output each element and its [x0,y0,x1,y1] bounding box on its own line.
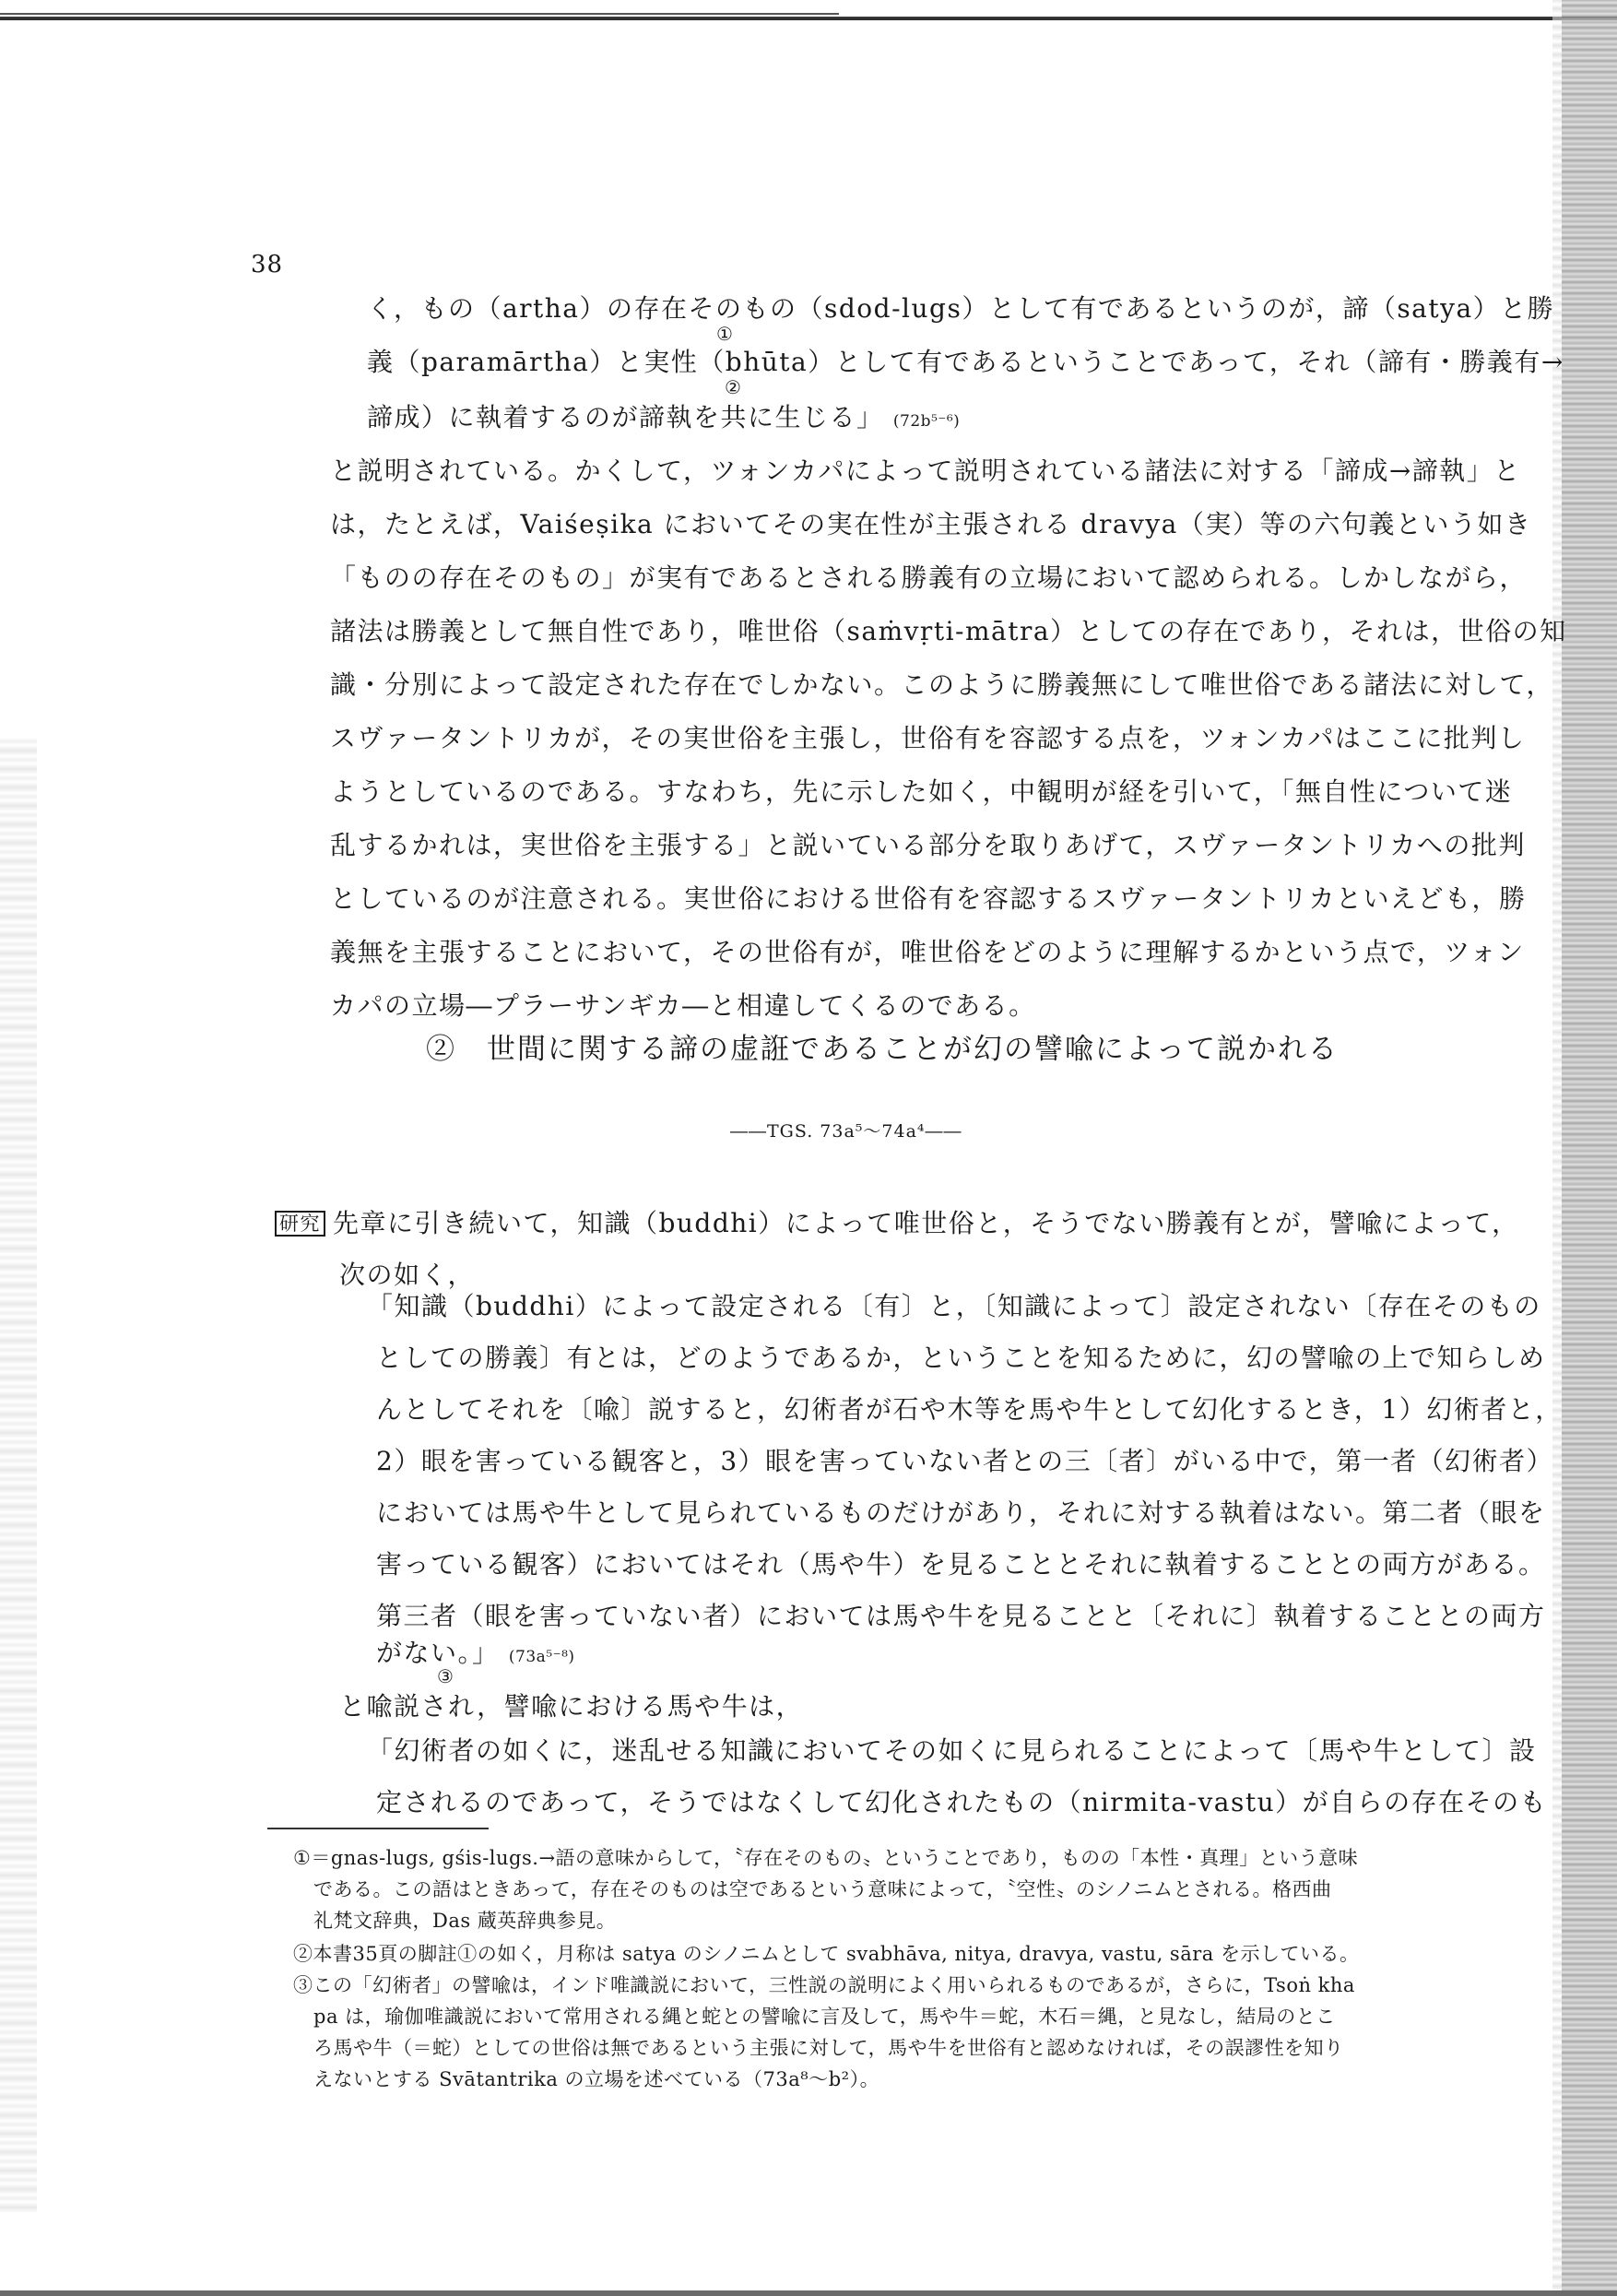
note-marker-3: ③ [437,1665,454,1687]
body-line: と説明されている。かくして，ツォンカパによって説明されている諸法に対する「諦成→諦執」と [330,456,1521,486]
intro-citation: (72b⁵⁻⁶) [892,412,961,431]
body-line: 義無を主張することにおいて，その世俗有が，唯世俗をどのように理解するかという点で，ツォン [330,937,1525,967]
scan-left-edge [0,738,37,2213]
note-marker-2: ② [725,376,741,398]
scan-right-edge [1562,0,1617,2296]
quote-line: 「知識（buddhi）によって設定される〔有〕と，〔知識によって〕設定されない〔存在そのもの [367,1291,1541,1321]
body-line: スヴァータントリカが，その実世俗を主張し，世俗有を容認する点を，ツォンカパはここに批判し [330,723,1526,753]
body-line: ようとしているのである。すなわち，先に示した如く，中観明が経を引いて，「無自性について迷 [330,776,1513,807]
scan-right-shadow [1552,0,1562,2296]
intro-line: く，もの（artha）の存在そのもの（sdod-lugs）として有であるというのが，諦（satya）と勝 [367,293,1555,324]
footnote-line: ①＝gnas-lugs, gśis-lugs.→語の意味からして，〝存在そのもの〟ということであり，ものの「本性・真理」という意味 [293,1847,1359,1869]
note-marker-1: ① [716,323,733,345]
quote-line-text: がない。」 [376,1638,500,1668]
intro-line-text: 諦成）に執着するのが諦執を共に生じる」 [367,402,884,432]
section-heading: ② 世間に関する諦の虚誑であることが幻の譬喩によって説かれる [426,1033,1339,1066]
page-number: 38 [251,251,284,278]
footnote-line: ②本書35頁の脚註①の如く，月称は satya のシノニムとして svabhāva, nitya, dravya, vastu, sāra を示している。 [293,1943,1360,1965]
quote2-line: 「幻術者の如くに，迷乱せる知識においてその如くに見られることによって〔馬や牛として〕設 [367,1735,1537,1766]
research-line: 次の如く， [339,1260,475,1290]
footnote-line: 礼梵文辞典，Das 蔵英辞典参見。 [313,1910,617,1932]
section-reference: ――TGS. 73a⁵～74a⁴―― [730,1121,962,1142]
scan-bottom-edge [0,2290,1617,2296]
footnote-line: ろ馬や牛（＝蛇）としての世俗は無であるという主張に対して，馬や牛を世俗有と認めなければ，その誤謬性を知り [313,2037,1344,2059]
quote-line [376,1638,575,1673]
quote-line: においては馬や牛として見られているものだけがあり，それに対する執着はない。第二者（眼を [376,1497,1546,1528]
intro-line [367,402,960,437]
intro-line: 義（paramārtha）と実性（bhūta）として有であるということであって，それ（諦有・勝義有→ [367,347,1564,377]
body-line: 「ものの存在そのもの」が実有であるとされる勝義有の立場において認められる。しかしながら， [330,562,1528,593]
quote-line: 2）眼を害っている観客と，3）眼を害っていない者との三〔者〕がいる中で，第一者（幻術者） [376,1446,1554,1476]
footnote-rule [267,1828,489,1829]
body-line: 乱するかれは，実世俗を主張する」と説いている部分を取りあげて，スヴァータントリカへの批判 [330,830,1526,860]
scan-top-rule [0,13,839,15]
body-line: は，たとえば，Vaiśeṣika においてその実在性が主張される dravya（実）等の六句義という如き [330,509,1532,539]
research-line [275,1208,1519,1239]
footnote-line: えないとする Svātantrika の立場を述べている（73a⁸～b²）。 [313,2068,880,2090]
footnote-line: である。この語はときあって，存在そのものは空であるという意味によって，〝空性〟のシノニムとされる。格西曲 [313,1878,1332,1900]
quote-line: んとしてそれを〔喩〕説すると，幻術者が石や木等を馬や牛として幻化するとき，1）幻術者と， [376,1394,1563,1425]
quote2-line: 定されるのであって，そうではなくして幻化されたもの（nirmita-vastu）が自らの存在そのも [376,1787,1548,1817]
quote-line: 害っている観客）においてはそれ（馬や牛）を見ることとそれに執着することとの両方がある。 [376,1549,1546,1580]
after-quote-line: と喩説され，譬喩における馬や牛は， [339,1691,804,1722]
research-tag: 研究 [275,1211,325,1237]
body-line: としているのが注意される。実世俗における世俗有を容認するスヴァータントリカといえども，勝 [330,883,1527,914]
footnote-line: pa は，瑜伽唯識説において常用される縄と蛇との譬喩に言及して，馬や牛＝蛇，木石＝縄，と見なし，結局のとこ [313,2006,1336,2028]
footnote-line: ③この「幻術者」の譬喩は，インド唯識説において，三性説の説明によく用いられるものであるが，さらに，Tsoṅ kha [293,1974,1355,1996]
quote-citation: (73a⁵⁻⁸) [508,1648,575,1666]
quote-line: としての勝義〕有とは，どのようであるか，ということを知るために，幻の譬喩の上で知らしめ [376,1343,1546,1373]
research-first-line: 先章に引き続いて，知識（buddhi）によって唯世俗と，そうでない勝義有とが，譬喩によって， [333,1208,1519,1238]
body-line: 諸法は勝義として無自性であり，唯世俗（saṁvṛti-mātra）としての存在であり，それは，世俗の知 [330,616,1567,646]
quote-line: 第三者（眼を害っていない者）においては馬や牛を見ることと〔それに〕執着することとの両方 [376,1601,1546,1631]
body-line: 識・分別によって設定された存在でしかない。このように勝義無にして唯世俗である諸法に対して， [330,669,1553,700]
body-line: カパの立場―プラーサンギカ―と相違してくるのである。 [330,990,1036,1021]
